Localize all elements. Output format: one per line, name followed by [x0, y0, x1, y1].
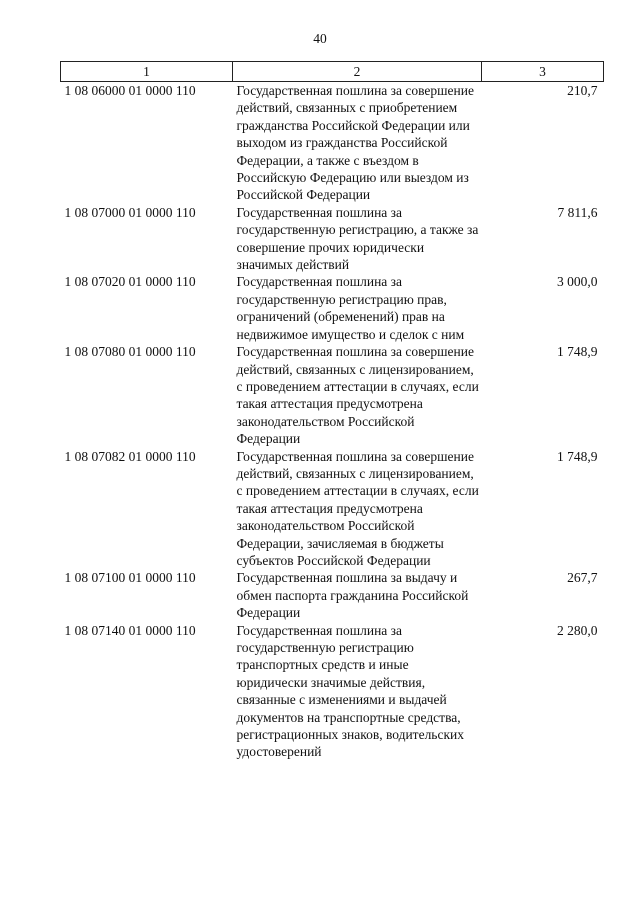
amount-cell: 1 748,9: [557, 448, 598, 464]
table-row: [61, 82, 604, 204]
budget-code-cell: 1 08 07080 01 0000 110: [64, 344, 196, 360]
budget-code-cell: 1 08 07020 01 0000 110: [64, 274, 196, 290]
amount-cell: 267,7: [567, 570, 598, 586]
table-row: [61, 622, 604, 761]
column-header-3: 3: [482, 62, 604, 82]
description-cell: Государственная пошлина за государственную регистрацию транспортных средств и иные юридически значимые действия, связанные с изменениями и выдачей документов на транспортные средства, регистрационных знаков, водительских удостоверений: [236, 622, 464, 760]
description-cell: Государственная пошлина за совершение действий, связанных с лицензированием, с проведением аттестации в случаях, если такая аттестация предусмотрена законодательством Российской Федерации: [236, 344, 479, 447]
table-row: [61, 569, 604, 621]
table-row: [61, 204, 604, 274]
table-row: [61, 343, 604, 447]
budget-code-cell: 1 08 07140 01 0000 110: [64, 622, 196, 638]
revenue-table: [60, 61, 604, 761]
column-header-1: 1: [61, 62, 233, 82]
amount-cell: 1 748,9: [557, 344, 598, 360]
amount-cell: 7 811,6: [557, 204, 598, 220]
description-cell: Государственная пошлина за государственную регистрацию, а также за совершение прочих юридически значимых действий: [236, 204, 479, 273]
amount-cell: 3 000,0: [557, 274, 598, 290]
budget-code-cell: 1 08 07082 01 0000 110: [64, 448, 196, 464]
column-header-2: 2: [233, 62, 482, 82]
page-number: 40: [313, 31, 327, 46]
table-row: [61, 273, 604, 343]
description-cell: Государственная пошлина за выдачу и обмен паспорта гражданина Российской Федерации: [236, 570, 469, 621]
description-cell: Государственная пошлина за совершение действий, связанных с лицензированием, с проведением аттестации в случаях, если такая аттестация предусмотрена законодательством Российской Федерации, зачисляемая в бюджеты субъектов Российской Федерации: [236, 448, 479, 568]
budget-code-cell: 1 08 06000 01 0000 110: [64, 83, 196, 98]
budget-code-cell: 1 08 07100 01 0000 110: [64, 570, 196, 586]
table-header-row: [61, 62, 604, 82]
amount-cell: 2 280,0: [557, 622, 598, 638]
table-row: [61, 448, 604, 570]
description-cell: Государственная пошлина за совершение действий, связанных с приобретением гражданства Российской Федерации или выходом из гражданства Российской Федерации, а также с въездом в Российскую Федерацию или выездом из Российской Федерации: [236, 83, 474, 203]
budget-code-cell: 1 08 07000 01 0000 110: [64, 204, 196, 220]
description-cell: Государственная пошлина за государственную регистрацию прав, ограничений (обременений) прав на недвижимое имущество и сделок с ним: [236, 274, 465, 342]
amount-cell: 210,7: [567, 83, 598, 98]
